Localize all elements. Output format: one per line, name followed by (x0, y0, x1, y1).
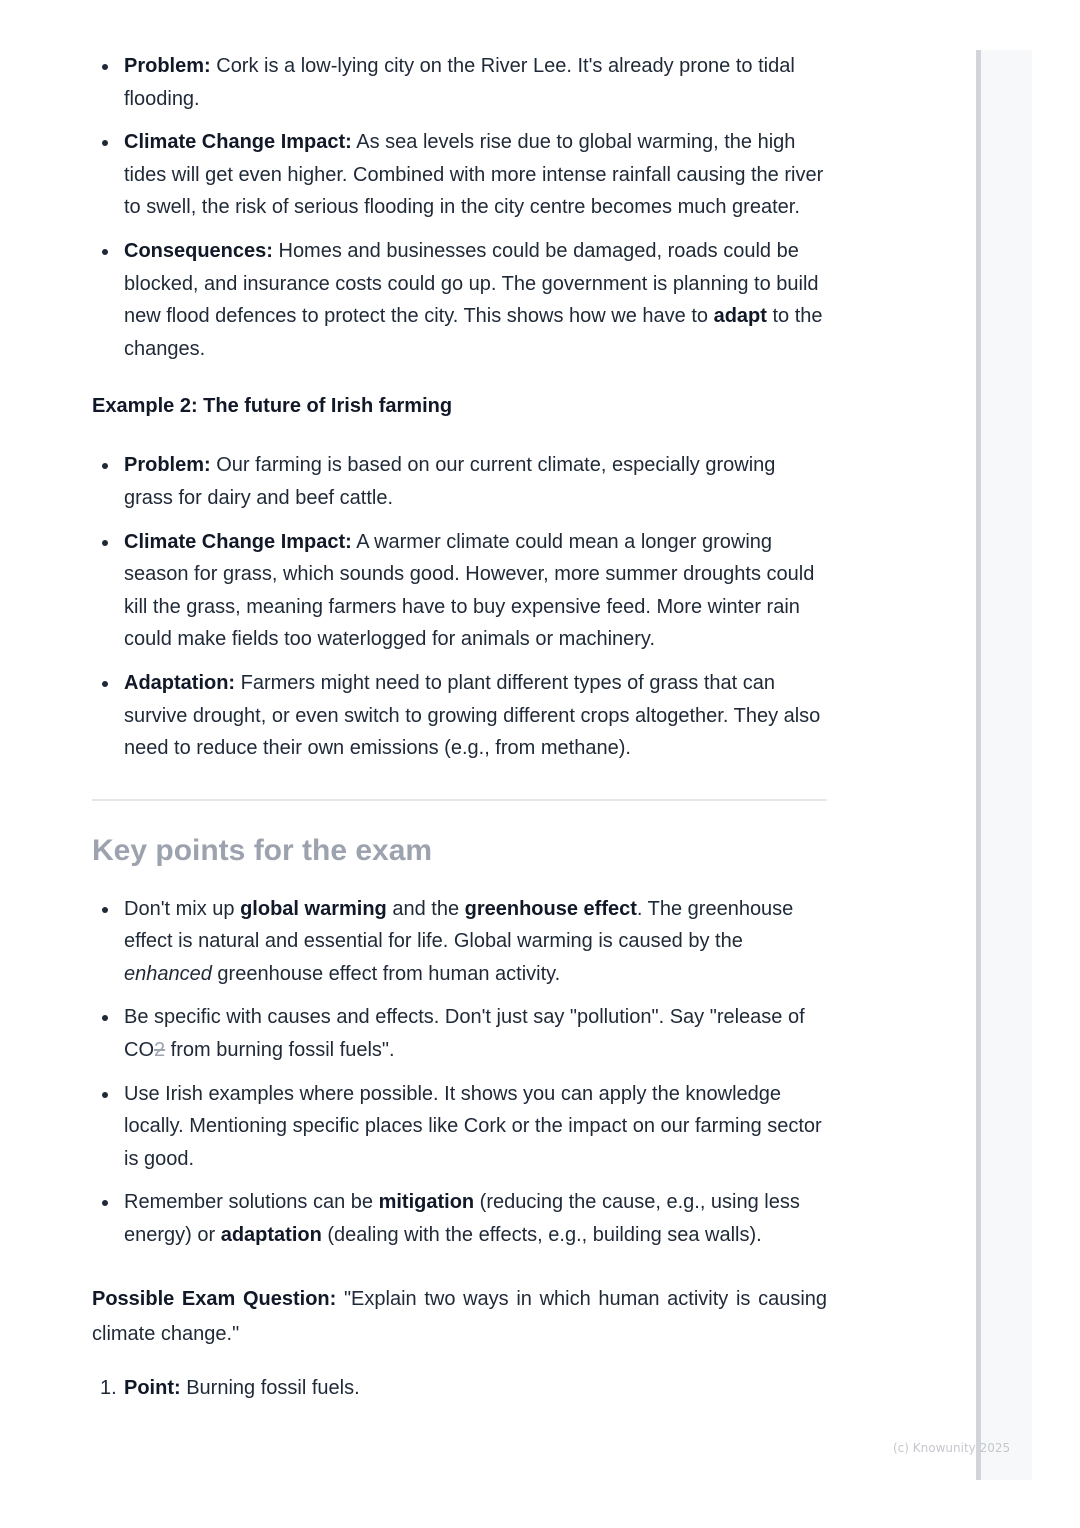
list-item (92, 1372, 827, 1405)
item-emphasis: mitigation (378, 1191, 475, 1214)
item-text: from burning fossil fuels". (165, 1039, 395, 1062)
item-label: Consequences: (124, 239, 273, 262)
item-label: Adaptation: (124, 671, 236, 694)
item-text: Burning fossil fuels. (180, 1376, 360, 1399)
item-text: to the changes. (124, 305, 823, 360)
item-text: Farmers might need to plant different types of grass that can survive drought, or even switch to growing different crops altogether. They also need to reduce their own emissions (e.g., from methane). (124, 671, 821, 760)
item-text: Homes and businesses could be damaged, roads could be blocked, and insurance costs could go up. The government is planning to build new flood defences to protect the city. This shows how we have to (124, 239, 819, 328)
item-emphasis: adaptation (220, 1224, 322, 1247)
item-text: Our farming is based on our current climate, especially growing grass for dairy and beef cattle. (124, 454, 776, 509)
item-text: greenhouse effect from human activity. (211, 962, 561, 985)
document-content (92, 50, 827, 1404)
list-item (92, 449, 827, 514)
key-points-list (92, 893, 827, 1252)
item-text: Be specific with causes and effects. Don't just say "pollution". Say "release of CO (124, 1006, 805, 1062)
exam-question (92, 1282, 827, 1352)
item-text: (dealing with the effects, e.g., building sea walls). (321, 1224, 762, 1247)
list-item (92, 235, 827, 365)
item-text: (reducing the cause, e.g., using less energy) or (124, 1191, 800, 1247)
item-label: Climate Change Impact: (124, 131, 352, 154)
item-text: Don't mix up (124, 897, 241, 920)
section-divider (92, 799, 827, 801)
item-emphasis: global warming (240, 897, 387, 920)
item-emphasis: greenhouse effect (464, 897, 637, 920)
exam-question-label: Possible Exam Question: (92, 1287, 337, 1310)
item-text: Cork is a low-lying city on the River Lee. It's already prone to tidal flooding. (124, 55, 795, 110)
exam-question-text: "Explain two ways in which human activity is causing climate change." (92, 1287, 828, 1345)
list-item (92, 1001, 827, 1066)
item-label: Problem: (124, 55, 211, 77)
list-item (92, 126, 827, 224)
item-italic: enhanced (124, 962, 212, 985)
item-text: . The greenhouse effect is natural and essential for life. Global warming is caused by the (124, 897, 794, 953)
item-emphasis: adapt (713, 305, 767, 328)
list-item (92, 1186, 827, 1251)
list-item (92, 50, 827, 115)
item-label: Climate Change Impact: (124, 530, 352, 553)
item-label: Problem: (124, 454, 211, 477)
answer-list (92, 1372, 827, 1405)
item-label: Point: (124, 1376, 181, 1399)
list-item (92, 526, 827, 656)
copyright-notice: (c) Knowunity 2025 (893, 1441, 1011, 1455)
list-number: 1. (100, 1376, 117, 1399)
list-item (92, 893, 827, 991)
list-item (92, 667, 827, 765)
example1-list (92, 50, 827, 365)
item-text: and the (386, 897, 465, 920)
right-margin-panel (976, 50, 1032, 1480)
key-points-heading: Key points for the exam (92, 833, 433, 867)
example2-heading: Example 2: The future of Irish farming (92, 395, 453, 418)
list-item (92, 1078, 827, 1176)
example2-list (92, 449, 827, 764)
subscript-strike: 2 (154, 1039, 166, 1062)
item-text: A warmer climate could mean a longer growing season for grass, which sounds good. However, more summer droughts could kill the grass, meaning farmers have to buy expensive feed. More winter rain could make fields too waterlogged for animals or machinery. (124, 530, 815, 651)
item-text: As sea levels rise due to global warming, the high tides will get even higher. Combined with more intense rainfall causing the river to swell, the risk of serious flooding in the city centre becomes much greater. (124, 131, 824, 219)
item-text: Use Irish examples where possible. It shows you can apply the knowledge locally. Mentioning specific places like Cork or the impact on our farming sector is good. (124, 1082, 822, 1170)
item-text: Remember solutions can be (124, 1191, 379, 1214)
